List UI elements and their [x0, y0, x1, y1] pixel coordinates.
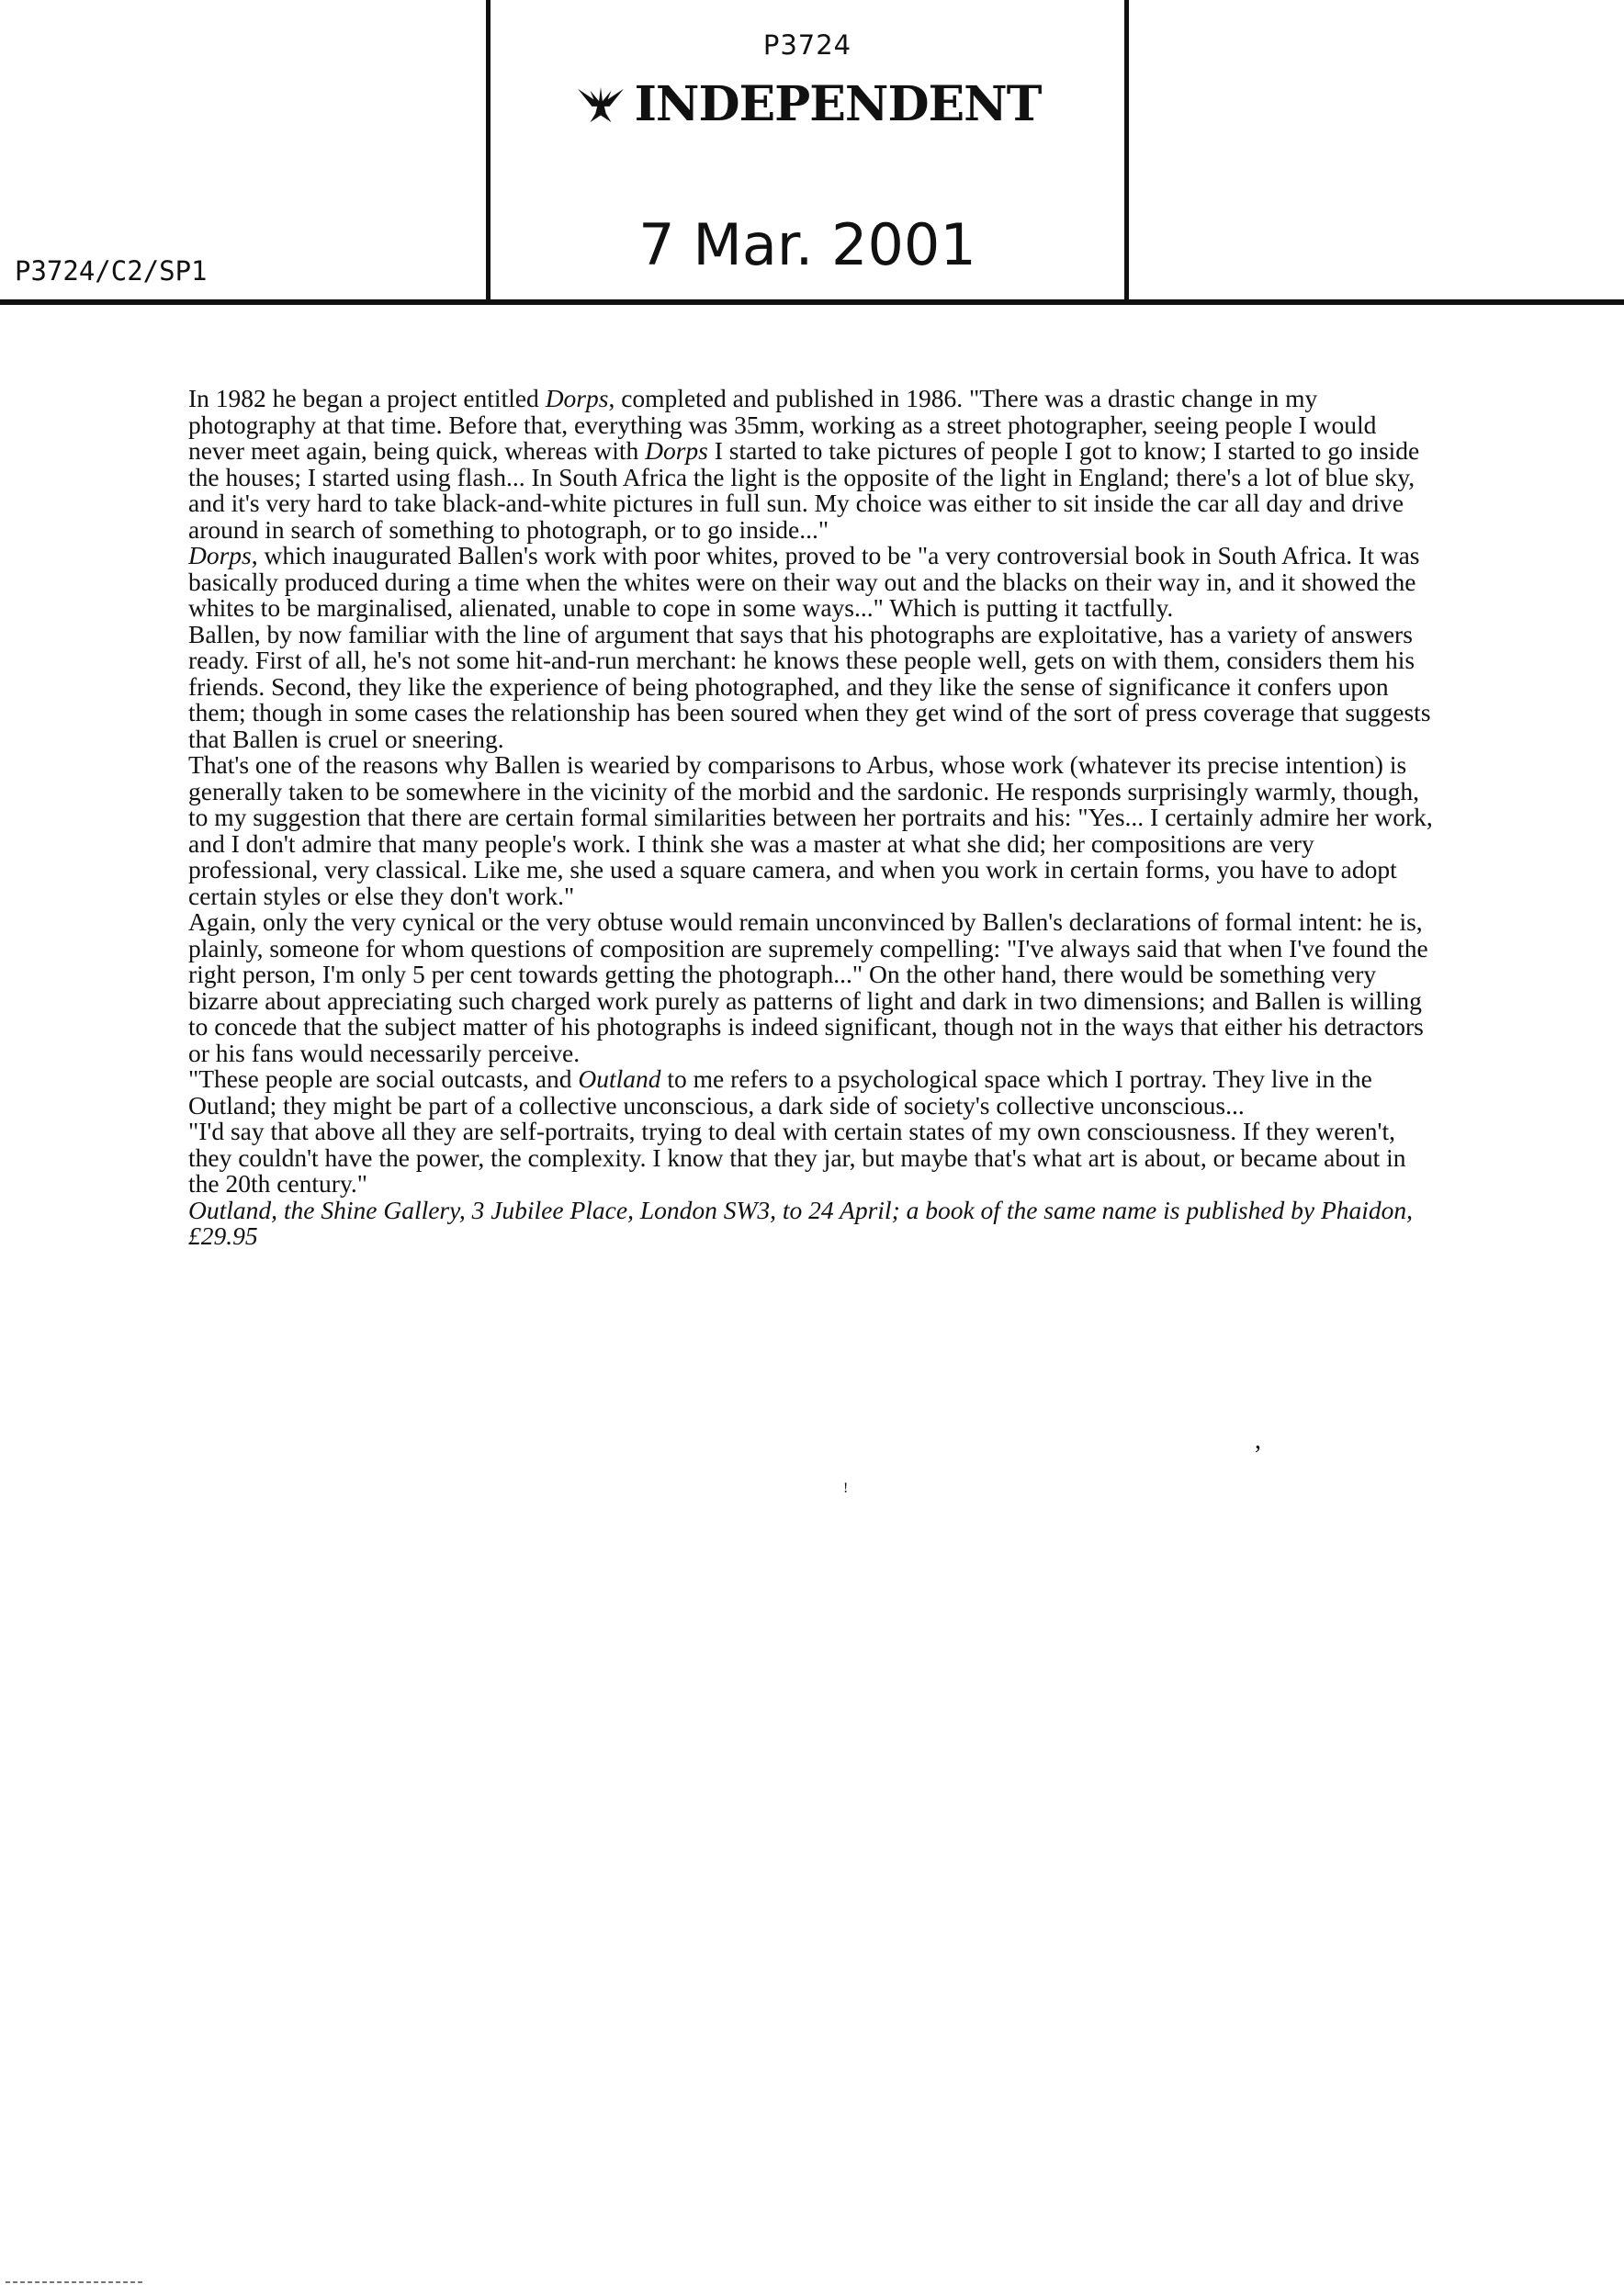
exhibition-caption: Outland, the Shine Gallery, 3 Jubilee Place, London SW3, to 24 April; a book of the same name is published by Phaidon, £29.95: [188, 1195, 1414, 1250]
scan-noise: [6, 2281, 143, 2283]
page-header: [0, 0, 1624, 307]
text-run: to me refers to a psychological space which I portray. They live in the Outland; they might be part of a collective unconscious, a dark side of society's collective unconscious...: [188, 1064, 1372, 1120]
book-title: Dorps: [645, 436, 708, 465]
article-paragraph: [188, 386, 1438, 543]
book-title: Dorps: [188, 541, 252, 569]
article-paragraph: Ballen, by now familiar with the line of argument that says that his photographs are exploitative, has a variety of answers ready. First of all, he's not some hit-and-run merchant: he knows these people well, gets on with them, considers them his friends. Second, they like the experience of being photographed, and they like the sense of significance it confers upon them; though in some cases the relationship has been soured when they get wind of the sort of press coverage that suggests that Ballen is cruel or sneering.: [188, 619, 1431, 753]
masthead-name: INDEPENDENT: [634, 76, 1042, 132]
text-run: I started to take pictures of people I got to know; I started to go inside the houses; I started using flash... In South Africa the light is the opposite of the light in England; there's a lot of blue sky, and it's very hard to take black-and-white pictures in full sun. My choice was either to sit inside the car all day and drive around in search of something to photograph, or to go inside...": [188, 436, 1420, 544]
stray-mark: !: [843, 1480, 849, 1496]
eagle-icon: [574, 84, 627, 126]
text-run: , which inaugurated Ballen's work with poor whites, proved to be "a very controversial book in South Africa. It was basically produced during a time when the whites were on their way out and the blacks on their way in, and it showed the whites to be marginalised, alienated, unable to cope in some ways..." Which is putting it tactfully.: [188, 541, 1420, 622]
text-run: In 1982 he began a project entitled: [188, 384, 546, 412]
article-paragraph: [188, 1066, 1438, 1119]
article-paragraph: "I'd say that above all they are self-portraits, trying to deal with certain states of my own consciousness. If they weren't, they couldn't have the power, the complexity. I know that they jar, but maybe that's what art is about, or became about in the 20th century.": [188, 1117, 1406, 1198]
book-title: Outland: [578, 1064, 661, 1093]
article-body: [188, 386, 1438, 1250]
header-divider-right: [1124, 0, 1129, 302]
text-run: , completed and published in 1986. "There was a drastic change in my photography at that time. Before that, everything was 35mm, working as a street photographer, seeing people I would never meet again, being quick, whereas with: [188, 384, 1377, 465]
article-paragraph: [188, 543, 1438, 622]
header-rule: [0, 299, 1624, 305]
reference-code-side: P3724/C2/SP1: [15, 255, 208, 287]
book-title: Dorps: [545, 384, 609, 412]
text-run: "These people are social outcasts, and: [188, 1064, 579, 1093]
masthead: [491, 76, 1124, 132]
stray-mark: ,: [1255, 1426, 1261, 1455]
article-paragraph: That's one of the reasons why Ballen is wearied by comparisons to Arbus, whose work (whatever its precise intention) is generally taken to be somewhere in the vicinity of the morbid and the sardonic. He responds surprisingly warmly, though, to my suggestion that there are certain formal similarities between her portraits and his: "Yes... I certainly admire her work, and I don't admire that many people's work. I think she was a master at what she did; her compositions are very professional, very classical. Like me, she used a square camera, and when you work in certain forms, you have to adopt certain styles or else they don't work.": [188, 750, 1433, 910]
publication-date: 7 Mar. 2001: [638, 211, 976, 278]
reference-code-top: P3724: [762, 29, 852, 61]
article-paragraph: Again, only the very cynical or the very obtuse would remain unconvinced by Ballen's declarations of formal intent: he is, plainly, someone for whom questions of composition are supremely compelling: "I've always said that when I've found the right person, I'm only 5 per cent towards getting the photograph..." On the other hand, there would be something very bizarre about appreciating such charged work purely as patterns of light and dark in two dimensions; and Ballen is willing to concede that the subject matter of his photographs is indeed significant, though not in the ways that either his detractors or his fans would necessarily perceive.: [188, 907, 1428, 1067]
